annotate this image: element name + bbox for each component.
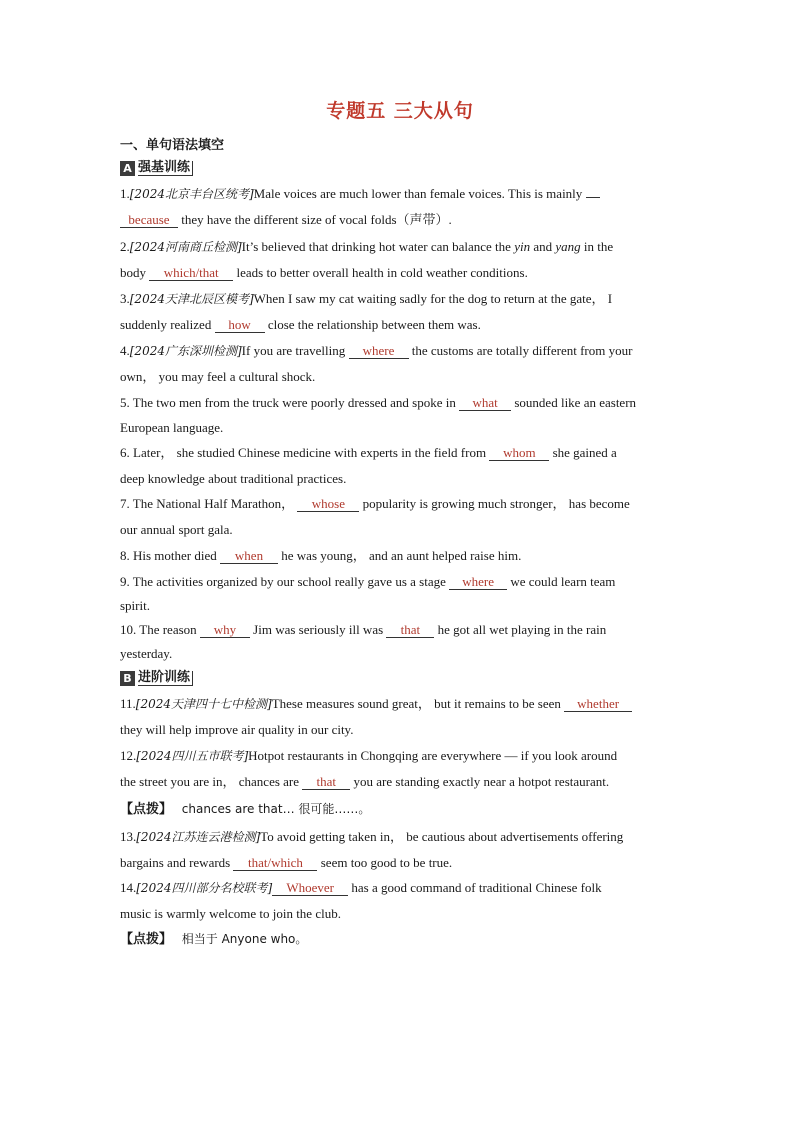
q14-tip: 【点拨】 相当于 Anyone who。 <box>120 932 308 947</box>
q13-line2: bargains and rewards that/which seem too good to be true. <box>120 855 453 870</box>
q2-line1: 2.[2024河南商丘检测]It’s believed that drinking hot water can balance the yin and yang in the <box>120 239 614 254</box>
q12-answer: that <box>302 775 350 790</box>
level-a-badge: A <box>120 161 135 176</box>
q11-line1: 11.[2024天津四十七中检测]These measures sound great， but it remains to be seen whether <box>120 696 632 712</box>
q8-answer: when <box>220 549 278 564</box>
q7-line2: our annual sport gala. <box>120 522 233 537</box>
level-a-label: 强基训练 <box>138 161 193 176</box>
q12-tip-label: 【点拨】 <box>120 802 173 817</box>
q9-line2: spirit. <box>120 598 150 613</box>
q11-line2: they will help improve air quality in our city. <box>120 722 354 737</box>
q3-answer: how <box>215 318 265 333</box>
q5-line2: European language. <box>120 420 224 435</box>
q14-line1: 14.[2024四川部分名校联考] Whoever has a good command of traditional Chinese folk <box>120 880 602 895</box>
level-b-badge: B <box>120 671 135 686</box>
q10-answer-2: that <box>386 623 434 638</box>
q14-line2: music is warmly welcome to join the club. <box>120 906 341 921</box>
level-b-label: 进阶训练 <box>138 671 193 686</box>
q1-blank-start <box>586 197 600 198</box>
q9-line1: 9. The activities organized by our school really gave us a stage where we could learn team <box>120 574 616 589</box>
section-heading: 一、单句语法填空 <box>120 138 225 153</box>
q11-answer: whether <box>564 697 632 712</box>
q14-tip-label: 【点拨】 <box>120 932 173 947</box>
q6-line1: 6. Later， she studied Chinese medicine with experts in the field from whom she gained a <box>120 445 617 460</box>
q5-line1: 5. The two men from the truck were poorly dressed and spoke in what sounded like an eastern <box>120 395 637 410</box>
q14-answer: Whoever <box>272 881 348 896</box>
q9-answer: where <box>449 575 507 590</box>
q7-answer: whose <box>297 497 359 512</box>
q6-answer: whom <box>489 446 549 461</box>
level-a-heading <box>120 160 193 176</box>
q5-answer: what <box>459 396 511 411</box>
q12-line1: 12.[2024四川五市联考]Hotpot restaurants in Chongqing are everywhere — if you look around <box>120 748 618 763</box>
level-b-heading <box>120 670 193 686</box>
q4-line2: own， you may feel a cultural shock. <box>120 369 316 384</box>
q6-line2: deep knowledge about traditional practices. <box>120 471 347 486</box>
q13-answer: that/which <box>233 856 317 871</box>
q3-line1: 3.[2024天津北辰区模考]When I saw my cat waiting sadly for the dog to return at the gate， I <box>120 291 613 306</box>
q7-line1: 7. The National Half Marathon， whose popularity is growing much stronger， has become <box>120 496 630 511</box>
q10-answer-1: why <box>200 623 250 638</box>
q1-line2: because they have the different size of vocal folds（声带）. <box>120 212 452 228</box>
q2-line2: body which/that leads to better overall health in cold weather conditions. <box>120 265 528 280</box>
q12-line2: the street you are in， chances are that you are standing exactly near a hotpot restaurant. <box>120 774 610 789</box>
q1-answer: because <box>120 213 178 228</box>
q3-line2: suddenly realized how close the relationship between them was. <box>120 317 481 332</box>
q1-line1: 1.[2024北京丰台区统考]Male voices are much lower than female voices. This is mainly <box>120 186 600 202</box>
q13-line1: 13.[2024江苏连云港检测]To avoid getting taken in， be cautious about advertisements offering <box>120 829 624 844</box>
q4-line1: 4.[2024广东深圳检测]If you are travelling where the customs are totally different from your <box>120 343 633 358</box>
q10-line2: yesterday. <box>120 646 173 661</box>
q4-answer: where <box>349 344 409 359</box>
page-title: 专题五 三大从句 <box>326 100 474 122</box>
q10-line1: 10. The reason why Jim was seriously ill was that he got all wet playing in the rain <box>120 622 607 637</box>
q8-line1: 8. His mother died when he was young， and an aunt helped raise him. <box>120 548 522 563</box>
q12-tip: 【点拨】 chances are that… 很可能……。 <box>120 802 371 817</box>
q2-answer: which/that <box>149 266 233 281</box>
